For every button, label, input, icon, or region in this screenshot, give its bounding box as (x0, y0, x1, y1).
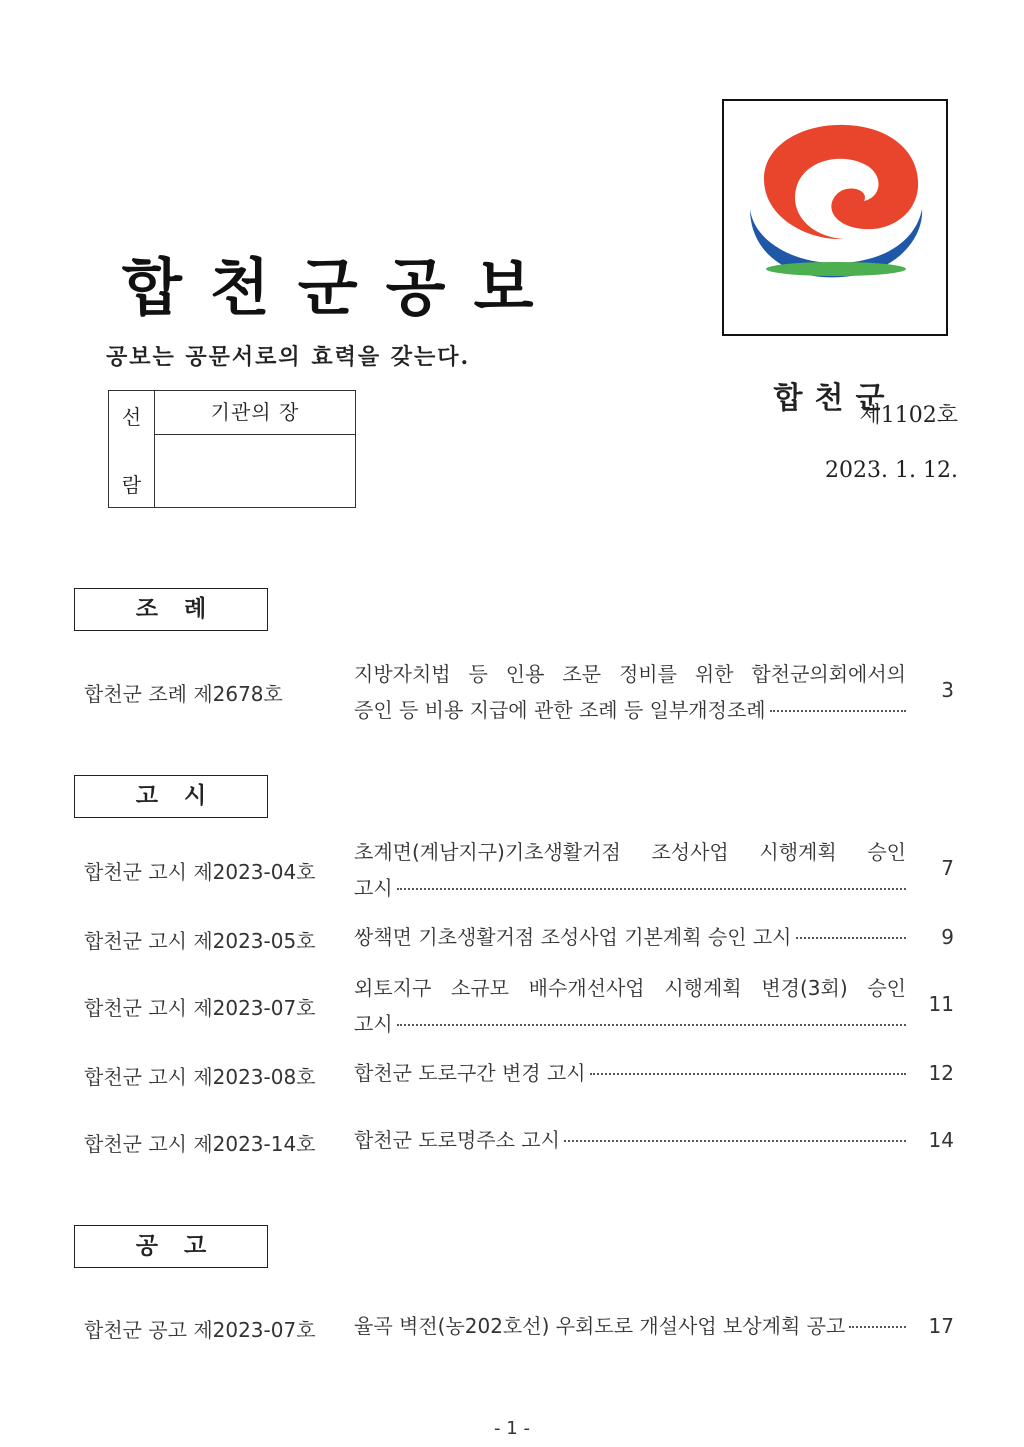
entry-title[interactable] (354, 1055, 906, 1091)
entry-id: 합천군 조례 제2678호 (84, 682, 283, 706)
dot-leader (796, 937, 906, 939)
dot-leader (564, 1140, 906, 1142)
entry-id: 합천군 고시 제2023-07호 (84, 996, 316, 1020)
entry-title-line2-wrap (354, 1006, 906, 1042)
entry-id: 합천군 고시 제2023-05호 (84, 929, 316, 953)
entry-title[interactable] (354, 834, 906, 906)
dot-leader (397, 888, 906, 890)
issue-date: 2023. 1. 12. (825, 458, 958, 483)
section-header-ordinance: 조례 (74, 588, 268, 631)
entry-page: 9 (941, 925, 954, 949)
entry-title-text: 합천군 도로구간 변경 고시 (354, 1061, 586, 1085)
dot-leader (849, 1326, 906, 1328)
circulation-label-bottom: 람 (121, 473, 142, 497)
entry-title[interactable] (354, 1122, 906, 1158)
circulation-header: 기관의 장 (155, 391, 355, 435)
entry-page: 7 (941, 856, 954, 880)
entry-title-line2-wrap (354, 692, 906, 728)
dot-leader (770, 710, 906, 712)
entry-page: 12 (928, 1061, 954, 1085)
entry-title-single-wrap (354, 1055, 906, 1091)
gazette-tagline: 공보는 공문서로의 효력을 갖는다. (106, 344, 471, 370)
dot-leader (590, 1073, 906, 1075)
entry-title-line2-wrap (354, 870, 906, 906)
entry-title-single-wrap (354, 1122, 906, 1158)
entry-page: 17 (928, 1314, 954, 1338)
entry-id: 합천군 고시 제2023-14호 (84, 1132, 316, 1156)
circulation-box (108, 390, 356, 508)
logo-text: 합천군 (773, 381, 897, 416)
entry-title[interactable] (354, 1308, 906, 1344)
entry-title-line2: 고시 (354, 876, 393, 900)
entry-id: 합천군 공고 제2023-07호 (84, 1318, 316, 1342)
circulation-label-column (109, 391, 155, 507)
issue-number: 제1102호 (859, 403, 958, 428)
entry-page: 3 (941, 678, 954, 702)
entry-id: 합천군 고시 제2023-08호 (84, 1065, 316, 1089)
entry-id: 합천군 고시 제2023-04호 (84, 860, 316, 884)
entry-title-line2: 고시 (354, 1012, 393, 1036)
gazette-title: 합천군공보 (122, 251, 562, 324)
hapcheon-logo (722, 99, 948, 416)
entry-title-line1: 지방자치법 등 인용 조문 정비를 위한 합천군의회에서의 (354, 662, 906, 686)
entry-title-line1: 초계면(계남지구)기초생활거점 조성사업 시행계획 승인 (354, 840, 906, 864)
hapcheon-emblem-icon (724, 101, 946, 334)
entry-title-single-wrap (354, 1308, 906, 1344)
entry-page: 14 (928, 1128, 954, 1152)
entry-title-text: 율곡 벽전(농202호선) 우회도로 개설사업 보상계획 공고 (354, 1314, 846, 1338)
entry-title[interactable] (354, 970, 906, 1042)
entry-title-line1: 외토지구 소규모 배수개선사업 시행계획 변경(3회) 승인 (354, 976, 906, 1000)
entry-title-text: 합천군 도로명주소 고시 (354, 1128, 560, 1152)
section-header-announcement: 공고 (74, 1225, 268, 1268)
entry-page: 11 (928, 992, 954, 1016)
entry-title[interactable] (354, 919, 906, 955)
dot-leader (397, 1024, 906, 1026)
entry-title-line2: 증인 등 비용 지급에 관한 조례 등 일부개정조례 (354, 698, 766, 722)
section-header-notice: 고시 (74, 775, 268, 818)
entry-title-single-wrap (354, 919, 906, 955)
emblem-red-swirl (764, 125, 918, 239)
entry-title[interactable] (354, 656, 906, 728)
emblem-green-band (766, 262, 906, 276)
page-number: - 1 - (494, 1418, 530, 1439)
entry-title-text: 쌍책면 기초생활거점 조성사업 기본계획 승인 고시 (354, 925, 792, 949)
circulation-label-top: 선 (121, 405, 142, 429)
